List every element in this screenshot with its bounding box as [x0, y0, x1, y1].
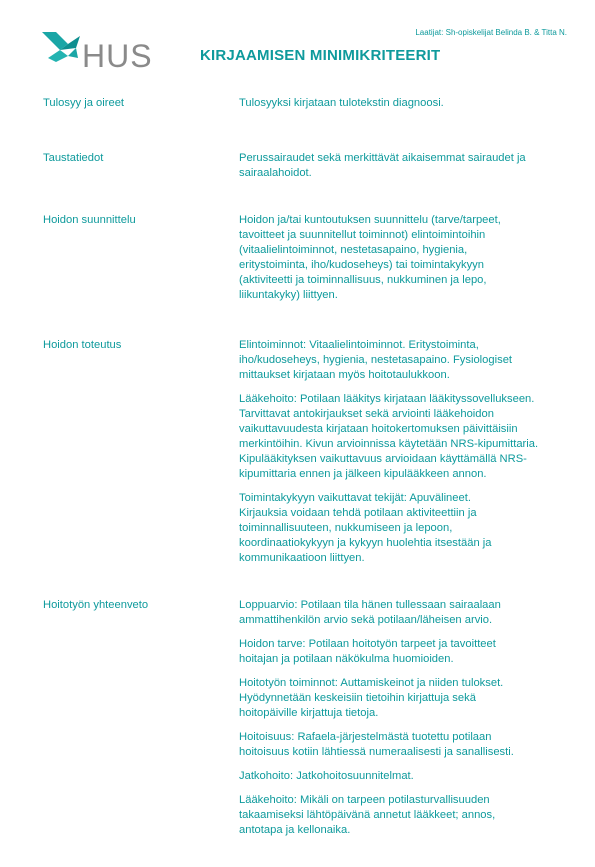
- criteria-list: [43, 96, 573, 867]
- section-body: [239, 338, 569, 575]
- section-label: Tulosyy ja oireet: [43, 97, 125, 109]
- section-label: Hoitotyön yhteenveto: [43, 599, 149, 611]
- section-text: Tulosyyksi kirjataan tulotekstin diagnoosi.: [239, 97, 444, 109]
- section-label: Hoidon toteutus: [43, 339, 122, 351]
- section-text: Toimintakykyyn vaikuttavat tekijät: Apuvälineet. Kirjauksia voidaan tehdä potilaan aktiviteettiin ja toiminnallisuuteen, nukkumiseen ja lepoon, koordinaatiokykyyn ja kykyyn huolehtia itsestään ja kommunikaatioon liittyen.: [239, 492, 492, 564]
- section-taustatiedot: [43, 151, 573, 190]
- section-text: Hoitoisuus: Rafaela-järjestelmästä tuotettu potilaan hoitoisuus kotiin lähtiessä numeraalisesti ja sanallisesti.: [239, 731, 514, 758]
- section-body: [239, 598, 569, 847]
- section-text: Jatkohoito: Jatkohoitosuunnitelmat.: [239, 770, 414, 782]
- authors-note: Laatijat: Sh-opiskelijat Belinda B. & Titta N.: [415, 28, 567, 37]
- section-label: Hoidon suunnittelu: [43, 214, 136, 226]
- section-text: Loppuarvio: Potilaan tila hänen tullessaan sairaalaan ammattihenkilön arvio sekä potilaan/läheisen arvio.: [239, 599, 501, 626]
- section-text: Lääkehoito: Mikäli on tarpeen potilasturvallisuuden takaamiseksi lähtöpäivänä annetut lääkkeet; annos, antotapa ja kellonaika.: [239, 794, 496, 836]
- section-hoidon-suunnittelu: [43, 213, 573, 312]
- section-hoidon-toteutus: [43, 338, 573, 575]
- section-tulosyy: [43, 96, 573, 120]
- section-label: Taustatiedot: [43, 152, 104, 164]
- logo-text: HUS: [82, 38, 153, 74]
- section-text: Hoidon ja/tai kuntoutuksen suunnittelu (tarve/tarpeet, tavoitteet ja suunnitellut toiminnot) elintoimintoihin (vitaalielintoiminnot, nestetasapaino, hygienia, eritystoiminta, iho/kudoseheys) tai toimintakykyyn (aktiviteetti ja toiminnallisuus, nukkuminen ja lepo, liikuntakyky) liittyen.: [239, 214, 501, 301]
- section-text: Perussairaudet sekä merkittävät aikaisemmat sairaudet ja sairaalahoidot.: [239, 152, 526, 179]
- section-text: Hoitotyön toiminnot: Auttamiskeinot ja niiden tulokset. Hyödynnetään keskeisiin tietoihin kirjattuja sekä hoitopäiville kirjattuja tietoja.: [239, 677, 504, 719]
- section-body: [239, 213, 569, 312]
- section-body: [239, 96, 569, 120]
- section-text: Lääkehoito: Potilaan lääkitys kirjataan lääkityssovellukseen. Tarvittavat antokirjaukset sekä arviointi lääkehoidon vaikuttavuudesta kirjataan hoitokertomuksen päivittäisiin merkintöihin. Kivun arvioinnissa käytetään NRS-kipumittaria. Kipulääkityksen vaikuttavuus arvioidaan käyttämällä NRS- kipumittaria ennen ja jälkeen kipulääkkeen annon.: [239, 393, 539, 480]
- section-text: Elintoiminnot: Vitaalielintoiminnot. Eritystoiminta, iho/kudoseheys, hygienia, nestetasapaino. Fysiologiset mittaukset kirjataan myös hoitotaulukkoon.: [239, 339, 513, 381]
- page-title: KIRJAAMISEN MINIMIKRITEERIT: [200, 47, 441, 64]
- section-body: [239, 151, 569, 190]
- section-text: Hoidon tarve: Potilaan hoitotyön tarpeet ja tavoitteet hoitajan ja potilaan näkökulma huomioiden.: [239, 638, 496, 665]
- section-hoitotyon-yhteenveto: [43, 598, 573, 847]
